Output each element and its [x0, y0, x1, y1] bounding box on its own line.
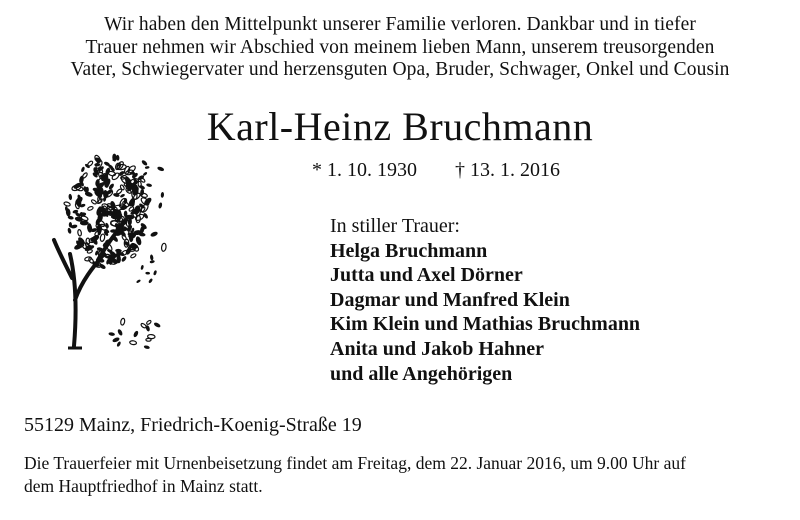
service-line: Die Trauerfeier mit Urnenbeisetzung findet am Freitag, dem 22. Januar 2016, um 9.00 Uhr auf [24, 453, 686, 473]
death-date: † 13. 1. 2016 [455, 159, 560, 181]
intro-line: Trauer nehmen wir Abschied von meinem lieben Mann, unserem treusorgenden [85, 36, 715, 58]
intro-text [20, 14, 780, 82]
mourner-name: und alle Angehörigen [330, 362, 513, 385]
address: 55129 Mainz, Friedrich-Koenig-Straße 19 [24, 414, 362, 436]
mourners-lead: In stiller Trauer: [330, 215, 460, 237]
mourners-block [330, 214, 640, 386]
service-info [24, 452, 784, 497]
deceased-name: Karl-Heinz Bruchmann [206, 104, 594, 149]
tree-with-falling-leaves-icon [40, 150, 180, 362]
mourner-name: Kim Klein und Mathias Bruchmann [330, 313, 641, 336]
mourner-name: Anita und Jakob Hahner [330, 337, 544, 360]
mourner-name: Dagmar und Manfred Klein [330, 288, 570, 311]
birth-date: * 1. 10. 1930 [312, 159, 417, 181]
life-dates [312, 158, 560, 182]
intro-line: Vater, Schwiegervater und herzensguten Opa, Bruder, Schwager, Onkel und Cousin [70, 59, 730, 80]
service-line: dem Hauptfriedhof in Mainz statt. [24, 475, 263, 496]
mourner-name: Jutta und Axel Dörner [330, 264, 523, 287]
intro-line: Wir haben den Mittelpunkt unserer Familie verloren. Dankbar und in tiefer [104, 14, 696, 35]
mourner-name: Helga Bruchmann [330, 239, 488, 262]
